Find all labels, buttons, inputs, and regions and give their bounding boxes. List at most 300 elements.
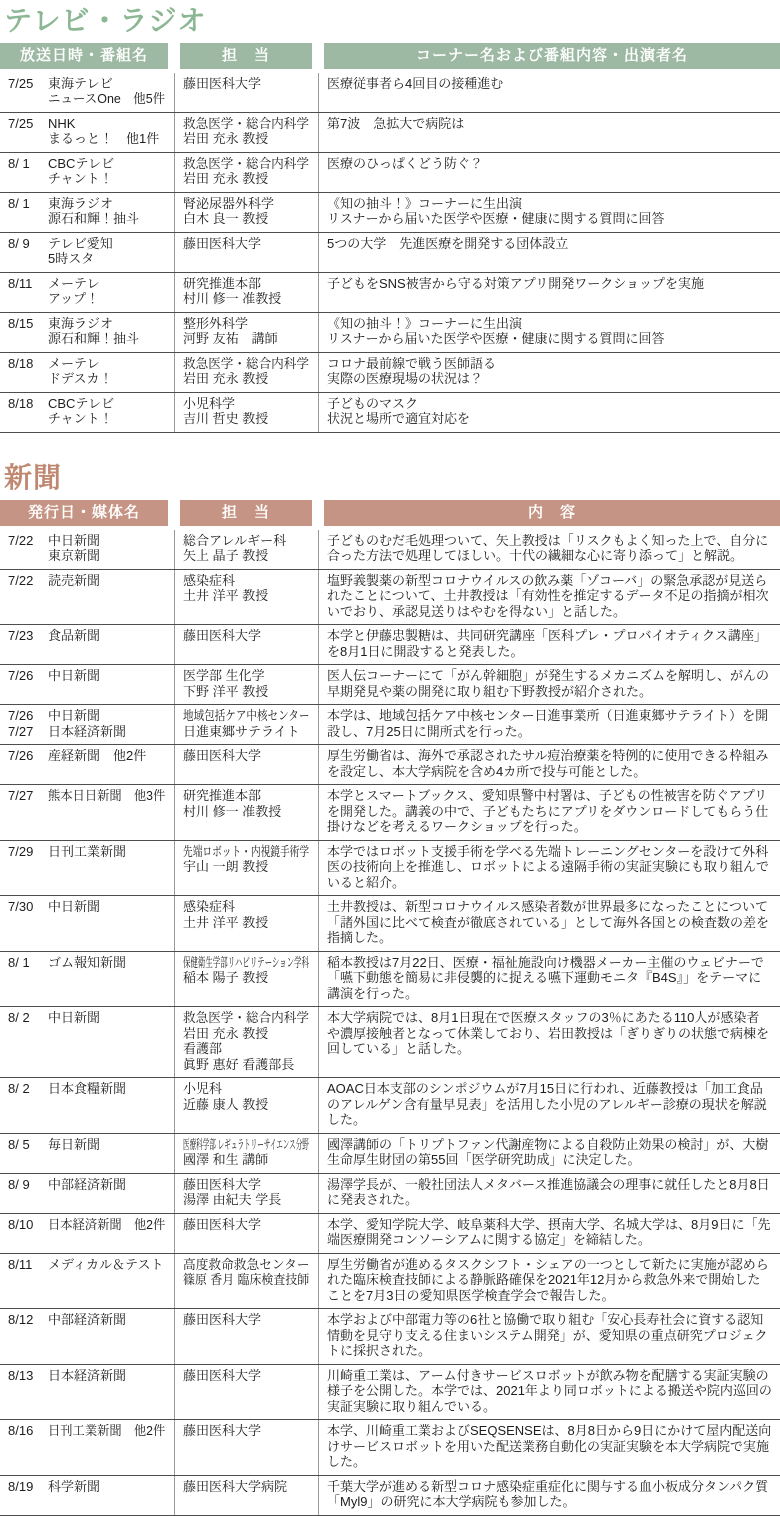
table-row	[0, 785, 780, 841]
media-name: ニュースOne 他5件	[48, 91, 166, 107]
staff-cell	[174, 625, 318, 664]
date: 7/29	[8, 843, 34, 859]
staff-text: 藤田医科大学	[183, 75, 262, 91]
table-row	[0, 1476, 780, 1516]
table-row	[0, 1214, 780, 1254]
date: 8/ 1	[8, 155, 30, 171]
content-text: 子どもをSNS被害から守る対策アプリ開発ワークショップを実施	[327, 275, 704, 291]
date: 8/13	[8, 1367, 34, 1383]
content-text: 状況と場所で適宜対応を	[327, 411, 471, 427]
staff-line	[183, 684, 310, 700]
date: 7/30	[8, 899, 34, 915]
staff-text: 救急医学・総合内科学	[183, 155, 309, 171]
staff-text: 高度救命救急センター	[183, 1256, 310, 1272]
date-media-line	[8, 276, 166, 292]
date-media-cell	[0, 1309, 174, 1364]
date	[8, 251, 48, 267]
date-media-line	[8, 411, 166, 427]
table-row	[0, 896, 780, 952]
staff-cell	[174, 353, 318, 392]
date-media-line	[8, 196, 166, 212]
staff-text: 医療科学部 レギュラトリーサイエンス分野	[183, 1136, 309, 1152]
date-media-cell	[0, 273, 174, 312]
date-media-line	[8, 1423, 166, 1439]
date-media-line	[8, 251, 166, 267]
staff-cell	[174, 233, 318, 272]
table-row	[0, 530, 780, 570]
date-media-line	[8, 748, 166, 764]
table-row	[0, 1309, 780, 1365]
content-text: 塩野義製薬の新型コロナウイルスの飲み薬「ゾコーバ」の緊急承認が見送られたことについて、土井教授は「有効性を推定するデータ不足の指摘が相次いでおり、承認見送りはやむを得ない」と話した。	[327, 572, 769, 619]
date-media-cell	[0, 745, 174, 784]
date: 7/23	[8, 628, 34, 644]
content-text: 《知の抽斗！》コーナーに生出演	[327, 195, 523, 211]
staff-cell	[174, 1254, 318, 1309]
content-cell	[318, 1309, 780, 1364]
staff-line	[183, 748, 310, 764]
staff-text: 眞野 惠好 看護部長	[183, 1056, 295, 1072]
np-column-header-content: 内 容	[324, 500, 780, 526]
staff-text: 藤田医科大学	[183, 1423, 262, 1439]
date-media-cell	[0, 570, 174, 625]
table-row	[0, 313, 780, 353]
table-row	[0, 1078, 780, 1134]
media-name: 5時スタ	[48, 251, 95, 267]
staff-line	[183, 356, 310, 372]
staff-line	[183, 844, 310, 860]
table-row	[0, 1007, 780, 1078]
table-row	[0, 353, 780, 393]
date-media-cell	[0, 1174, 174, 1213]
staff-cell	[174, 570, 318, 625]
content-cell	[318, 1078, 780, 1133]
staff-line	[183, 1192, 310, 1208]
staff-text: 研究推進本部	[183, 788, 262, 804]
content-text: リスナーから届いた医学や医療・健康に関する質問に回答	[327, 331, 665, 347]
media-name: 中日新聞	[48, 708, 101, 724]
staff-line	[183, 331, 310, 347]
content-text: 土井教授は、新型コロナウイルス感染者数が世界最多になったことについて「諸外国に比べて検査が徹底されている」として海外各国との検査数の差を指摘した。	[327, 899, 770, 946]
staff-cell	[174, 1078, 318, 1133]
date-media-line	[8, 1257, 166, 1273]
staff-cell	[174, 530, 318, 569]
media-name: 源石和輝！抽斗	[48, 211, 140, 227]
content-text: コロナ最前線で戦う医師語る	[327, 355, 497, 371]
date: 7/27	[8, 788, 34, 804]
date-media-cell	[0, 1254, 174, 1309]
staff-text: 藤田医科大学	[183, 1216, 262, 1232]
date	[8, 371, 48, 387]
table-row	[0, 952, 780, 1008]
media-name: チャント！	[48, 411, 113, 427]
table-row	[0, 841, 780, 897]
content-cell	[318, 353, 780, 392]
staff-cell	[174, 193, 318, 232]
date	[8, 331, 48, 347]
media-name: 中日新聞	[48, 899, 101, 915]
content-text: 本学、愛知学院大学、岐阜薬科大学、摂南大学、名城大学は、8月9日に「先端医療開発コンソーシアムに関する協定」を締結した。	[327, 1216, 771, 1248]
staff-line	[183, 396, 310, 412]
date-media-cell	[0, 1365, 174, 1420]
date-media-cell	[0, 313, 174, 352]
date-media-cell	[0, 1476, 174, 1515]
date-media-line	[8, 668, 166, 684]
staff-text: 湯澤 由紀夫 学長	[183, 1192, 282, 1208]
content-cell	[318, 1134, 780, 1173]
content-cell	[318, 113, 780, 152]
staff-line	[183, 1137, 310, 1153]
staff-text: 救急医学・総合内科学	[183, 355, 309, 371]
staff-text: 救急医学・総合内科学	[183, 115, 309, 131]
staff-cell	[174, 705, 318, 744]
content-text: 本大学病院では、8月1日現在で医療スタッフの3％にあたる110人が感染者や濃厚接触者となって休業しており、岩田教授は「ぎりぎりの状態で病棟を回している」と話した。	[327, 1010, 770, 1057]
media-name: メディカル＆テスト	[48, 1256, 164, 1272]
staff-text: 稲本 陽子 教授	[183, 970, 269, 986]
media-name: テレビ愛知	[48, 235, 113, 251]
staff-text: 村川 修一 准教授	[183, 803, 282, 819]
content-cell	[318, 665, 780, 704]
media-name: ゴム報知新聞	[48, 954, 127, 970]
date: 8/ 1	[8, 195, 30, 211]
date: 8/ 2	[8, 1010, 30, 1026]
date-media-line	[8, 1137, 166, 1153]
staff-text: 矢上 晶子 教授	[183, 548, 269, 564]
date-media-line	[8, 316, 166, 332]
staff-text: 村川 修一 准教授	[183, 291, 282, 307]
staff-text: 岩田 充永 教授	[183, 131, 269, 147]
staff-text: 吉川 哲史 教授	[183, 411, 269, 427]
staff-text: 近藤 康人 教授	[183, 1096, 269, 1112]
date-media-line	[8, 76, 166, 92]
tv-column-header-content: コーナー名および番組内容・出演者名	[324, 43, 780, 69]
date: 8/12	[8, 1312, 34, 1328]
staff-line	[183, 131, 310, 147]
staff-line	[183, 628, 310, 644]
date: 7/22	[8, 572, 34, 588]
content-text: 稲本教授は7月22日、医療・福祉施設向け機器メーカー主催のウェビナーで「嚥下動態を簡易に非侵襲的に捉える嚥下運動モニタ『B4S』」をテーマに講演を行った。	[327, 954, 764, 1001]
content-text: 子どものマスク	[327, 395, 419, 411]
date	[8, 91, 48, 107]
date-media-line	[8, 844, 166, 860]
date: 7/22	[8, 532, 34, 548]
date-media-line	[8, 356, 166, 372]
staff-line	[183, 1057, 310, 1073]
content-cell	[318, 530, 780, 569]
date-media-line	[8, 548, 166, 564]
media-name: 日刊工業新聞	[48, 843, 127, 859]
media-name: 中部経済新聞	[48, 1312, 127, 1328]
staff-line	[183, 371, 310, 387]
staff-cell	[174, 952, 318, 1007]
staff-line	[183, 1479, 310, 1495]
date-media-line	[8, 131, 166, 147]
table-row	[0, 745, 780, 785]
table-row	[0, 665, 780, 705]
media-name: 食品新聞	[48, 628, 101, 644]
date: 8/11	[8, 1256, 33, 1272]
table-row	[0, 1365, 780, 1421]
date-media-cell	[0, 1420, 174, 1475]
staff-text: 藤田医科大学	[183, 628, 262, 644]
date: 8/16	[8, 1423, 34, 1439]
staff-cell	[174, 273, 318, 312]
date-media-cell	[0, 1007, 174, 1077]
staff-line	[183, 1081, 310, 1097]
table-row	[0, 705, 780, 745]
date-media-cell	[0, 1078, 174, 1133]
staff-text: 土井 洋平 教授	[183, 588, 269, 604]
content-cell	[318, 1174, 780, 1213]
date: 7/26	[8, 748, 34, 764]
staff-line	[183, 859, 310, 875]
date	[8, 411, 48, 427]
staff-line	[183, 533, 310, 549]
content-text: 医療従事者ら4回目の接種進む	[327, 75, 504, 91]
content-cell	[318, 952, 780, 1007]
date	[8, 291, 48, 307]
tv-radio-section	[0, 6, 780, 433]
staff-text: 藤田医科大学	[183, 748, 262, 764]
media-name: 熊本日日新聞 他3件	[48, 788, 166, 804]
staff-line	[183, 1312, 310, 1328]
staff-text: 地域包括ケア中核センター	[183, 708, 310, 724]
media-name: CBCテレビ	[48, 395, 115, 411]
newspaper-table-header	[0, 500, 780, 526]
date: 8/ 1	[8, 954, 30, 970]
media-name: 東京新聞	[48, 548, 101, 564]
staff-text: 感染症科	[183, 572, 236, 588]
staff-line	[183, 1041, 310, 1057]
content-text: 本学ではロボット支援手術を学べる先端トレーニングセンターを設けて外科医の技術向上を推進し、ロボットによる遠隔手術の実証実験にも取り組んでいると紹介。	[327, 843, 770, 890]
tv-column-header-staff: 担 当	[180, 43, 312, 69]
date: 8/18	[8, 395, 34, 411]
date-media-cell	[0, 1134, 174, 1173]
table-row	[0, 393, 780, 433]
content-cell	[318, 313, 780, 352]
tv-table-header	[0, 43, 780, 69]
table-row	[0, 233, 780, 273]
staff-line	[183, 1010, 310, 1026]
date-media-line	[8, 708, 166, 724]
staff-cell	[174, 841, 318, 896]
media-name: 中部経済新聞	[48, 1176, 127, 1192]
staff-text: 篠原 香月 臨床検査技師	[183, 1272, 310, 1288]
staff-line	[183, 788, 310, 804]
staff-line	[183, 1368, 310, 1384]
date: 8/19	[8, 1478, 34, 1494]
date-media-line	[8, 331, 166, 347]
date-media-cell	[0, 625, 174, 664]
media-name: 東海ラジオ	[48, 315, 114, 331]
content-text: 本学、川崎重工業およびSEQSENSEは、8月8日から9日にかけて屋内配送向けサービスロボットを用いた配送業務自動化の実証実験を本大学病院で実施した。	[327, 1423, 772, 1470]
content-text: 医療のひっぱくどう防ぐ？	[327, 155, 484, 171]
content-text: 5つの大学 先進医療を開発する団体設立	[327, 235, 569, 251]
staff-cell	[174, 1365, 318, 1420]
staff-text: 藤田医科大学病院	[183, 1478, 288, 1494]
staff-cell	[174, 896, 318, 951]
staff-line	[183, 573, 310, 589]
staff-cell	[174, 1214, 318, 1253]
staff-cell	[174, 1420, 318, 1475]
staff-line	[183, 1152, 310, 1168]
media-name: チャント！	[48, 171, 113, 187]
date: 8/ 9	[8, 235, 30, 251]
staff-line	[183, 588, 310, 604]
date: 8/ 5	[8, 1136, 30, 1152]
media-name: メーテレ	[48, 275, 100, 291]
content-text: 國澤講師の「トリプトファン代謝産物による自殺防止効果の検討」が、大樹生命厚生財団の第55回「医学研究助成」に決定した。	[327, 1136, 769, 1168]
date-media-cell	[0, 705, 174, 744]
content-cell	[318, 1420, 780, 1475]
date-media-cell	[0, 73, 174, 112]
content-text: 厚生労働省が進めるタスクシフト・シェアの一つとして新たに実施が認められた臨床検査技師による静脈路確保を2021年12月から救急外来で開始したことを7月3日の愛知県医学検査学会で報告した。	[327, 1256, 769, 1303]
staff-line	[183, 411, 310, 427]
content-text: 本学とスマートブックス、愛知県警中村署は、子どもの性被害を防ぐアプリを開発した。講義の中で、子どもたちにアプリをダウンロードしてもらう仕掛けなどを考えるワークショップを行った。	[327, 788, 769, 835]
staff-cell	[174, 393, 318, 432]
date: 8/15	[8, 315, 34, 331]
date-media-line	[8, 724, 166, 740]
staff-line	[183, 156, 310, 172]
media-name: 中日新聞	[48, 668, 101, 684]
date-media-cell	[0, 193, 174, 232]
date-media-cell	[0, 952, 174, 1007]
staff-text: 宇山 一朗 教授	[183, 859, 269, 875]
tv-column-header-date-program: 放送日時・番組名	[0, 43, 168, 69]
staff-text: 土井 洋平 教授	[183, 914, 269, 930]
staff-text: 腎泌尿器外科学	[183, 195, 275, 211]
content-text: 第7波 急拡大で病院は	[327, 115, 465, 131]
content-cell	[318, 1007, 780, 1077]
content-text: リスナーから届いた医学や医療・健康に関する質問に回答	[327, 211, 665, 227]
staff-text: 藤田医科大学	[183, 1176, 262, 1192]
date-media-cell	[0, 896, 174, 951]
content-cell	[318, 705, 780, 744]
staff-line	[183, 899, 310, 915]
table-row	[0, 273, 780, 313]
newspaper-section-title: 新聞	[4, 461, 63, 493]
staff-line	[183, 1272, 310, 1288]
media-name: 科学新聞	[48, 1478, 101, 1494]
media-name: CBCテレビ	[48, 155, 115, 171]
date: 7/25	[8, 115, 34, 131]
date: 8/18	[8, 355, 34, 371]
staff-line	[183, 1177, 310, 1193]
content-cell	[318, 896, 780, 951]
staff-text: 医学部 生化学	[183, 668, 265, 684]
staff-text: 國澤 和生 講師	[183, 1152, 269, 1168]
table-row	[0, 1254, 780, 1310]
staff-cell	[174, 153, 318, 192]
staff-line	[183, 76, 310, 92]
media-name: 日本経済新聞	[48, 723, 127, 739]
staff-text: 研究推進本部	[183, 275, 262, 291]
date-media-cell	[0, 530, 174, 569]
date: 8/11	[8, 275, 33, 291]
staff-line	[183, 955, 310, 971]
staff-cell	[174, 665, 318, 704]
newspaper-section	[0, 463, 780, 1516]
staff-line	[183, 708, 310, 724]
date-media-line	[8, 1010, 166, 1026]
media-name: 東海テレビ	[48, 75, 113, 91]
content-text: 本学は、地域包括ケア中核センター日進事業所（日進東郷サテライト）を開設し、7月25日に開所式を行った。	[327, 708, 769, 739]
date-media-line	[8, 628, 166, 644]
table-row	[0, 73, 780, 113]
content-cell	[318, 233, 780, 272]
date-media-line	[8, 291, 166, 307]
media-name: 読売新聞	[48, 572, 101, 588]
date-media-line	[8, 156, 166, 172]
staff-line	[183, 668, 310, 684]
staff-text: 河野 友祐 講師	[183, 331, 278, 347]
content-text: 《知の抽斗！》コーナーに生出演	[327, 315, 523, 331]
staff-cell	[174, 745, 318, 784]
staff-line	[183, 211, 310, 227]
date-media-cell	[0, 353, 174, 392]
date	[8, 211, 48, 227]
media-name: アップ！	[48, 291, 100, 307]
date-media-line	[8, 1217, 166, 1233]
staff-cell	[174, 313, 318, 352]
date-media-cell	[0, 785, 174, 840]
content-text: 湯澤学長が、一般社団法人メタバース推進協議会の理事に就任したと8月8日に発表された。	[327, 1176, 770, 1208]
staff-line	[183, 915, 310, 931]
np-column-header-date-media: 発行日・媒体名	[0, 500, 168, 526]
media-name: NHK	[48, 115, 76, 131]
staff-cell	[174, 113, 318, 152]
date-media-line	[8, 1479, 166, 1495]
staff-text: 総合アレルギー科	[183, 532, 287, 548]
staff-cell	[174, 1174, 318, 1213]
staff-line	[183, 548, 310, 564]
staff-text: 感染症科	[183, 899, 236, 915]
content-text: AOAC日本支部のシンポジウムが7月15日に行われ、近藤教授は「加工食品のアレルゲン含有量早見表」を活用した小児のアレルギー診療の現状を解説した。	[327, 1081, 767, 1128]
staff-text: 小児科学	[183, 395, 236, 411]
content-text: 川崎重工業は、アーム付きサービスロボットが飲み物を配膳する実証実験の様子を公開した。本学では、2021年より同ロボットによる搬送や院内巡回の実証実験に取り組んでいる。	[327, 1367, 772, 1414]
staff-text: 藤田医科大学	[183, 1367, 262, 1383]
date-media-cell	[0, 393, 174, 432]
date-media-cell	[0, 665, 174, 704]
staff-line	[183, 1026, 310, 1042]
staff-text: 岩田 充永 教授	[183, 171, 269, 187]
media-name: 中日新聞	[48, 532, 101, 548]
staff-cell	[174, 73, 318, 112]
date-media-line	[8, 371, 166, 387]
staff-line	[183, 116, 310, 132]
content-cell	[318, 785, 780, 840]
staff-text: 看護部	[183, 1041, 223, 1057]
staff-line	[183, 804, 310, 820]
staff-text: 岩田 充永 教授	[183, 371, 269, 387]
content-cell	[318, 1254, 780, 1309]
content-cell	[318, 625, 780, 664]
content-cell	[318, 1214, 780, 1253]
staff-text: 下野 洋平 教授	[183, 683, 269, 699]
tv-radio-section-title: テレビ・ラジオ	[4, 5, 207, 36]
media-name: 中日新聞	[48, 1010, 101, 1026]
staff-cell	[174, 1134, 318, 1173]
staff-text: 小児科	[183, 1081, 223, 1097]
date	[8, 171, 48, 187]
content-cell	[318, 273, 780, 312]
media-name: 毎日新聞	[48, 1136, 101, 1152]
content-text: 本学および中部電力等の6社と協働で取り組む「安心長寿社会に資する認知情動を見守り支える住まいシステム開発」が、愛知県の重点研究プロジェクトに採択された。	[327, 1312, 768, 1359]
content-cell	[318, 570, 780, 625]
staff-text: 藤田医科大学	[183, 1312, 262, 1328]
date-media-line	[8, 955, 166, 971]
staff-text: 藤田医科大学	[183, 235, 262, 251]
content-text: 子どものむだ毛処理ついて、矢上教授は「リスクもよく知った上で、自分に合った方法で処理してほしい。十代の繊細な心に寄り添って」と解説。	[327, 532, 769, 564]
